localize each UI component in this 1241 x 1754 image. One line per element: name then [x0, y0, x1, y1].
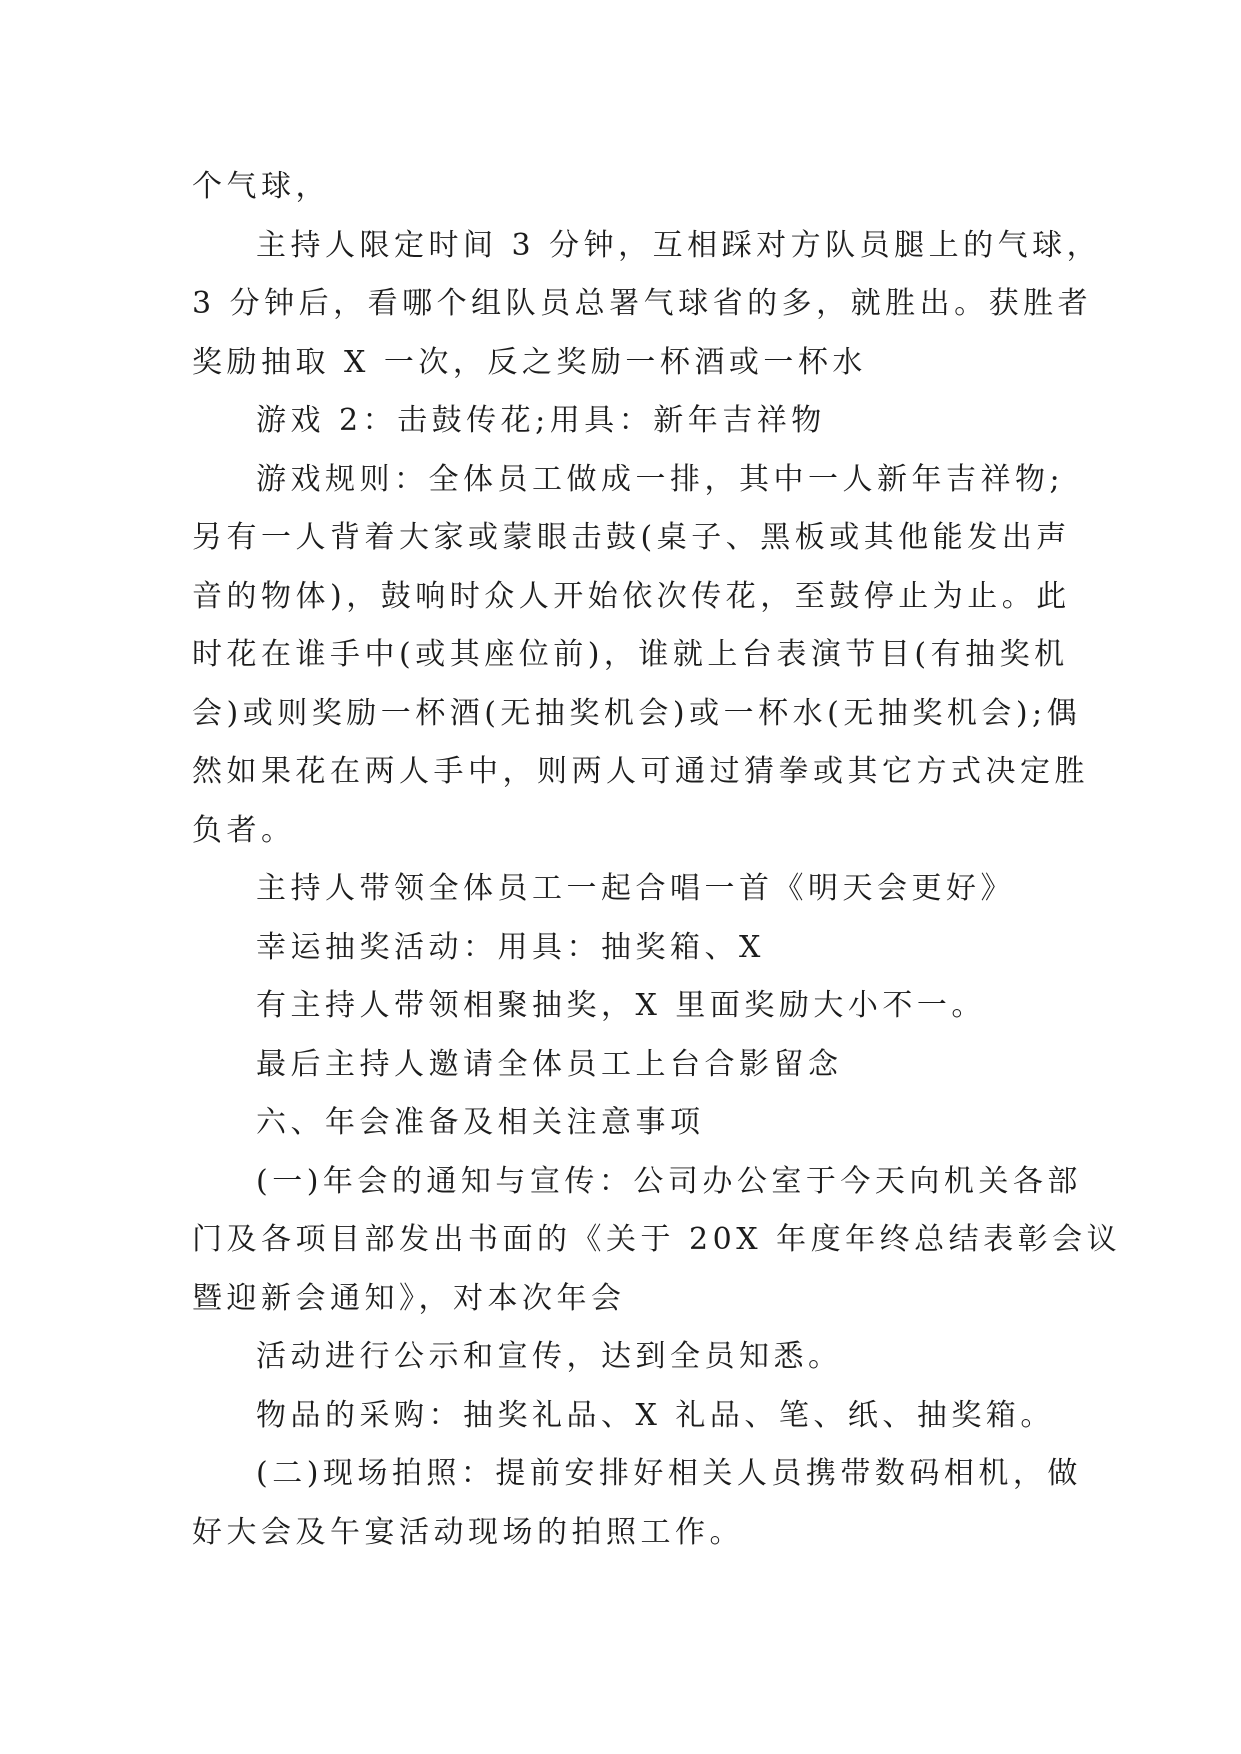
- paragraph: [192, 158, 1054, 217]
- text-line: 奖励抽取 X 一次，反之奖励一杯酒或一杯水: [192, 344, 867, 380]
- text-line: 会)或则奖励一杯酒(无抽奖机会)或一杯水(无抽奖机会);偶: [192, 695, 1082, 731]
- paragraph: [192, 919, 1054, 978]
- text-line: 时花在谁手中(或其座位前)，谁就上台表演节目(有抽奖机: [192, 637, 1069, 672]
- text-line: 3 分钟后，看哪个组队员总署气球省的多，就胜出。获胜者: [192, 286, 1093, 321]
- text-line: 个气球，: [192, 169, 330, 204]
- paragraph: [192, 1445, 1082, 1562]
- text-line: 门及各项目部发出书面的《关于 20X 年度年终总结表彰会议: [192, 1222, 1122, 1257]
- paragraph: [192, 451, 1089, 861]
- text-line: 活动进行公示和宣传，达到全员知悉。: [256, 1339, 843, 1374]
- text-line: 好大会及午宴活动现场的拍照工作。: [192, 1514, 744, 1550]
- text-line: 物品的采购：抽奖礼品、X 礼品、笔、纸、抽奖箱。: [256, 1397, 1055, 1433]
- paragraph: [192, 860, 1054, 919]
- text-line: (一)年会的通知与宣传：公司办公室于今天向机关各部: [256, 1163, 1082, 1199]
- text-line: 另有一人背着大家或蒙眼击鼓(桌子、黑板或其他能发出声: [192, 520, 1071, 555]
- text-line: (二)现场拍照：提前安排好相关人员携带数码相机，做: [256, 1456, 1082, 1491]
- paragraph: [192, 392, 1054, 451]
- text-line: 主持人带领全体员工一起合唱一首《明天会更好》: [256, 871, 1015, 906]
- paragraph: [192, 217, 1102, 393]
- paragraph: [192, 1153, 1122, 1329]
- paragraph: [192, 1328, 1054, 1387]
- paragraph: [192, 1094, 1054, 1153]
- paragraph: [192, 1387, 1054, 1446]
- document-body: [192, 158, 1122, 1562]
- text-line: 然如果花在两人手中，则两人可通过猜拳或其它方式决定胜: [192, 754, 1089, 789]
- paragraph: [192, 1036, 1054, 1095]
- text-line: 最后主持人邀请全体员工上台合影留念: [256, 1046, 843, 1082]
- text-line: 暨迎新会通知》，对本次年会: [192, 1280, 626, 1316]
- text-line: 有主持人带领相聚抽奖，X 里面奖励大小不一。: [256, 988, 986, 1023]
- paragraph: [192, 977, 1054, 1036]
- text-line: 游戏 2：击鼓传花;用具：新年吉祥物: [256, 403, 826, 438]
- text-line: 游戏规则：全体员工做成一排，其中一人新年吉祥物;: [256, 461, 1065, 497]
- text-line: 六、年会准备及相关注意事项: [256, 1105, 705, 1140]
- text-line: 负者。: [192, 812, 296, 848]
- text-line: 音的物体)，鼓响时众人开始依次传花，至鼓停止为止。此: [192, 578, 1071, 614]
- text-line: 主持人限定时间 3 分钟，互相踩对方队员腿上的气球，: [256, 227, 1102, 263]
- text-line: 幸运抽奖活动：用具：抽奖箱、X: [256, 929, 765, 965]
